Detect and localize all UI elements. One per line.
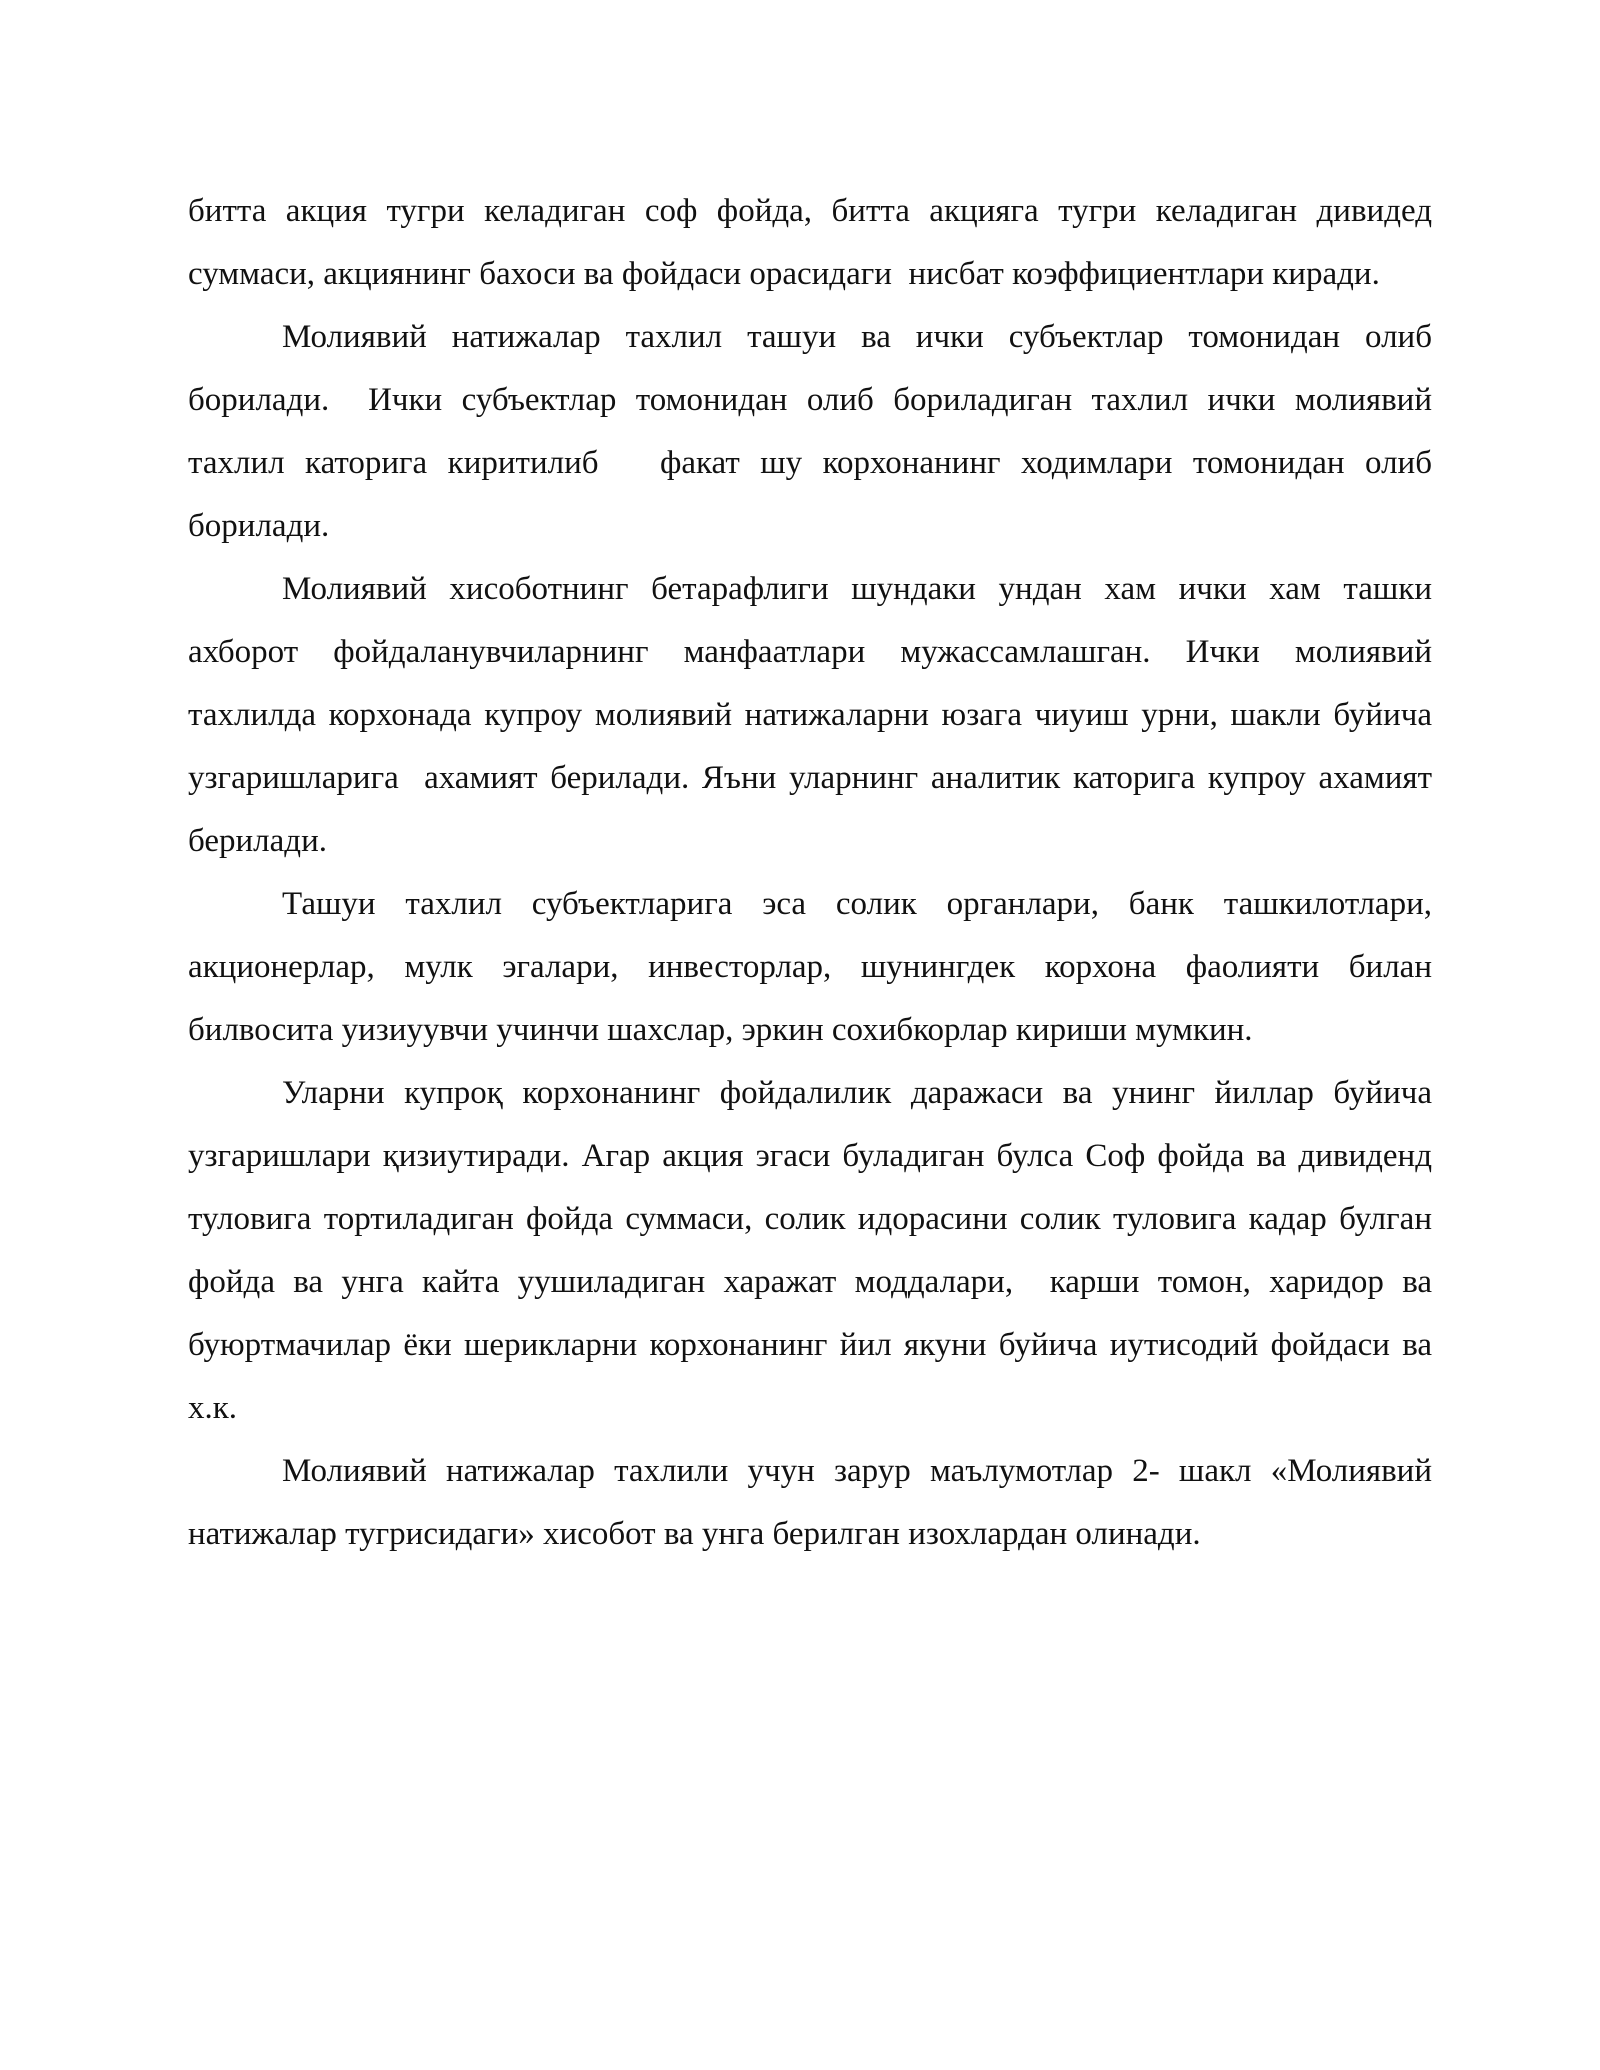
paragraph-5: Уларни купроқ корхонанинг фойдалилик даражаси ва унинг йиллар буйича узгаришлари қизиутиради. Агар акция эгаси буладиган булса Соф фойда ва дивиденд туловига тортиладиган фойда суммаси, солик идорасини солик туловига кадар булган фойда ва унга кайта уушиладиган харажат моддалари, карши томон, харидор ва буюртмачилар ёки шерикларни корхонанинг йил якуни буйича иутисодий фойдаси ва х.к. <box>188 1075 1441 1426</box>
paragraph-2: Молиявий натижалар тахлил ташуи ва ички субъектлар томонидан олиб борилади. Ички субъектлар томонидан олиб бориладиган тахлил ички молиявий тахлил каторига киритилиб факат шу корхонанинг ходимлари томонидан олиб борилади. <box>188 319 1441 544</box>
paragraph-6: Молиявий натижалар тахлили учун зарур маълумотлар 2- шакл «Молиявий натижалар тугрисидаги» хисобот ва унга берилган изохлардан олинади. <box>188 1453 1441 1552</box>
paragraph-1: битта акция тугри келадиган соф фойда, битта акцияга тугри келадиган дивидед суммаси, акциянинг бахоси ва фойдаси орасидаги нисбат коэффициентлари киради. <box>188 193 1441 292</box>
document-page <box>188 180 1441 1566</box>
paragraph-3: Молиявий хисоботнинг бетарафлиги шундаки ундан хам ички хам ташки ахборот фойдаланувчиларнинг манфаатлари мужассамлашган. Ички молиявий тахлилда корхонада купроу молиявий натижаларни юзага чиуиш урни, шакли буйича узгаришларига ахамият берилади. Яъни уларнинг аналитик каторига купроу ахамият берилади. <box>188 571 1441 859</box>
paragraph-4: Ташуи тахлил субъектларига эса солик органлари, банк ташкилотлари, акционерлар, мулк эгалари, инвесторлар, шунингдек корхона фаолияти билан билвосита уизиуувчи учинчи шахслар, эркин сохибкорлар кириши мумкин. <box>188 886 1441 1048</box>
